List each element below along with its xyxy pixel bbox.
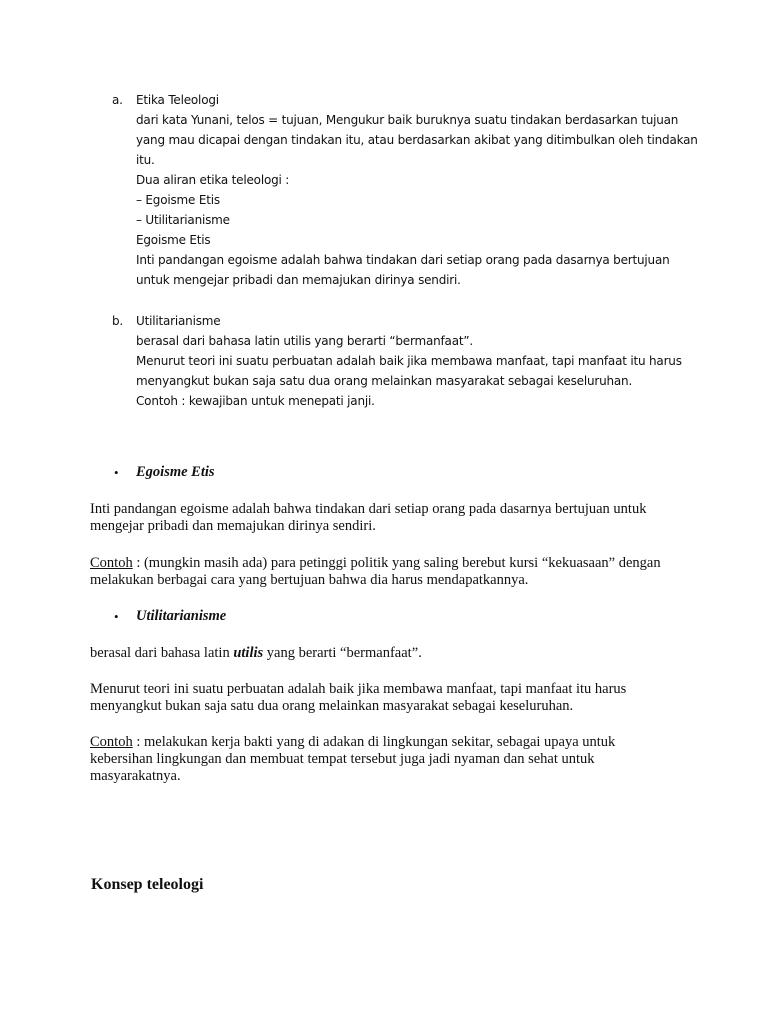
list-a-line: Egoisme Etis (136, 233, 211, 247)
list-b-line: menyangkut bukan saja satu dua orang melainkan masyarakat sebagai keseluruhan. (136, 374, 633, 388)
egoisme-paragraph (90, 501, 670, 535)
list-b-line: Contoh : kewajiban untuk menepati janji. (136, 394, 375, 408)
list-a-line: – Egoisme Etis (136, 193, 220, 207)
bullet-utilitarianisme: • (114, 609, 119, 624)
list-a-line: yang mau dicapai dengan tindakan itu, atau berdasarkan akibat yang ditimbulkan oleh tindakan (136, 133, 698, 147)
origin-word: utilis (233, 645, 264, 661)
utilitarianisme-paragraph-1 (90, 645, 670, 662)
list-b-line: Utilitarianisme (136, 314, 221, 328)
list-a-line: untuk mengejar pribadi dan memajukan dirinya sendiri. (136, 273, 461, 287)
egoisme-contoh (90, 555, 670, 589)
section-heading-konsep: Konsep teleologi (91, 876, 204, 893)
list-item-a (136, 90, 696, 290)
list-a-line: – Utilitarianisme (136, 213, 230, 227)
egoisme-text: Inti pandangan egoisme adalah bahwa tindakan dari setiap orang pada dasarnya bertujuan untuk mengejar pribadi dan memajukan dirinya sendiri. (90, 501, 647, 534)
list-a-line: Etika Teleologi (136, 93, 219, 107)
origin-post: yang berarti “bermanfaat”. (263, 645, 422, 661)
utilitarianisme-origin (90, 645, 670, 662)
utilitarianisme-paragraph-2 (90, 681, 670, 715)
utilitarianisme-theory: Menurut teori ini suatu perbuatan adalah baik jika membawa manfaat, tapi manfaat itu harus menyangkut bukan saja satu dua orang melainkan masyarakat sebagai keseluruhan. (90, 681, 627, 714)
bullet-egoisme: • (114, 465, 119, 480)
contoh-label: Contoh (90, 734, 133, 750)
list-a-line: Inti pandangan egoisme adalah bahwa tindakan dari setiap orang pada dasarnya bertujuan (136, 253, 670, 267)
list-marker-b: b. (112, 314, 124, 328)
list-a-line: Dua aliran etika teleologi : (136, 173, 290, 187)
contoh-text: : (mungkin masih ada) para petinggi politik yang saling berebut kursi “kekuasaan” dengan melakukan berbagai cara yang bertujuan bahwa dia harus mendapatkannya. (90, 555, 661, 588)
section-heading-egoisme: Egoisme Etis (136, 464, 215, 480)
contoh-text: : melakukan kerja bakti yang di adakan di lingkungan sekitar, sebagai upaya untuk kebersihan lingkungan dan membuat tempat tersebut juga jadi nyaman dan sehat untuk masyarakatnya. (90, 734, 616, 784)
list-a-line: itu. (136, 153, 155, 167)
utilitarianisme-contoh-paragraph (90, 734, 670, 785)
utilitarianisme-contoh (90, 734, 670, 785)
section-heading-utilitarianisme: Utilitarianisme (136, 608, 227, 624)
list-a-line: dari kata Yunani, telos = tujuan, Mengukur baik buruknya suatu tindakan berdasarkan tujuan (136, 113, 679, 127)
list-b-line: berasal dari bahasa latin utilis yang berarti “bermanfaat”. (136, 334, 473, 348)
origin-pre: berasal dari bahasa latin (90, 645, 234, 661)
list-b-line: Menurut teori ini suatu perbuatan adalah baik jika membawa manfaat, tapi manfaat itu harus (136, 354, 682, 368)
list-item-b (136, 311, 696, 411)
contoh-label: Contoh (90, 555, 133, 571)
egoisme-contoh-paragraph (90, 555, 670, 589)
list-marker-a: a. (112, 93, 123, 107)
